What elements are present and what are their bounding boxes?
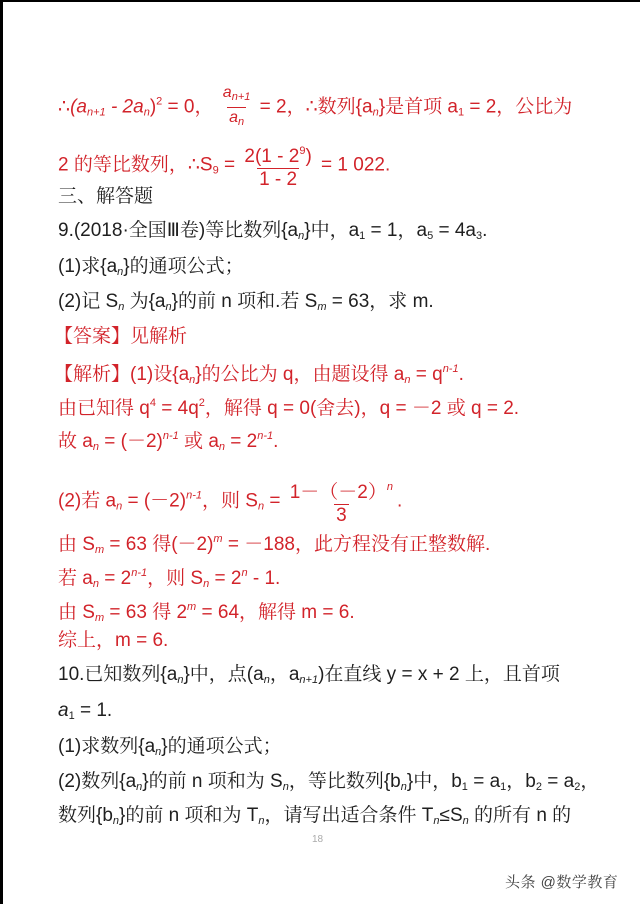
analysis-label: 【解析】 [54,364,131,385]
math-text: 数列{b [58,805,113,826]
math-text: = 1，a [365,220,428,241]
math-text: }中，b [406,771,462,792]
math-text: }的通项公式； [161,736,282,757]
frac-denominator: a [229,109,238,126]
subscript: n [404,374,411,386]
math-text: = 64，解得 m = 6. [196,602,355,623]
frac-numerator: ) [305,146,312,167]
subscript: n [462,815,469,827]
frac-numerator: 1－（－2） [289,482,387,503]
math-text: ，等比数列{b [288,771,401,792]
analysis-line-6 [58,562,280,595]
analysis-line-2 [58,392,519,420]
subscript: n [92,441,99,453]
math-text: (a [70,96,87,118]
subscript: 5 [427,230,434,242]
math-text: - 2a [105,96,144,118]
subscript: n+1 [87,106,106,119]
superscript: 9 [299,145,306,157]
superscript: 2 [156,95,163,108]
q10-stem-cont [58,700,112,727]
math-text: ) [149,96,157,118]
math-text: ，则 S [147,568,204,589]
math-text: (1)设{a [130,364,190,385]
page-number: 18 [312,834,324,845]
math-text: = 63 得(－2) [104,534,214,555]
superscript: n-1 [131,567,148,579]
q10-part2 [58,771,599,798]
prev-solution-line-1 [58,84,572,131]
subscript: n [177,674,184,686]
math-text: a [58,700,69,721]
math-text: 的所有 n 的 [468,805,572,826]
q10-stem [58,664,560,691]
math-text: 9.(2018·全国Ⅲ卷)等比数列{a [58,220,299,241]
subscript: n [282,781,289,793]
subscript: n [372,106,379,119]
subscript: 1 [359,230,366,242]
subscript: 1 [461,781,468,793]
math-text: = (－2) [122,490,187,512]
analysis-line-1 [54,358,464,391]
math-text: (2)若 a [58,490,117,512]
math-text: }的通项公式； [123,256,244,277]
math-text: ，a [269,664,300,685]
superscript: 2 [198,397,205,409]
q9-stem [58,220,487,247]
math-text: 或 a [178,431,219,452]
subscript: n [218,441,226,453]
subscript: n [118,301,125,313]
subscript: n [136,781,143,793]
math-text: = [264,490,286,512]
math-text: = 63 得 2 [104,602,188,623]
subscript: m [94,544,105,556]
math-text: . [273,431,279,452]
frac-denominator: 3 [336,505,347,526]
math-text: . [396,490,403,512]
math-text: }的前 n 项和.若 S [171,291,318,312]
subscript: n [143,106,150,119]
math-text: = 2 [98,568,132,589]
q9-part1 [58,256,244,283]
math-text: }中，a [304,220,360,241]
math-text: ，则 S [201,490,258,512]
subscript: n+1 [299,674,319,686]
subscript: n [112,815,120,827]
math-text: 2 的等比数列，∴S [58,154,213,176]
math-text: - 1. [247,568,281,589]
math-text: )在直线 y = x + 2 上，且首项 [318,664,560,685]
superscript: 4 [149,397,156,409]
q10-part1 [58,736,282,763]
q9-part2 [58,291,434,318]
subscript: n [258,815,265,827]
analysis-line-3 [58,425,278,458]
math-text: ，解得 q = 0(舍去)，q = －2 或 q = 2. [204,398,520,419]
subscript: m [94,612,105,624]
subscript: m [317,301,327,313]
math-text: 由已知得 q [58,398,150,419]
math-text: 由 S [58,602,95,623]
math-text: = [218,154,241,176]
superscript: n [386,481,393,493]
math-text: = 2 [209,568,242,589]
subscript: 1 [457,106,465,119]
subscript: 1 [68,710,75,722]
subscript: n [263,674,270,686]
subscript: n [298,230,305,242]
math-text: = a [467,771,501,792]
subscript: n [189,374,196,386]
prev-solution-line-2 [58,141,390,190]
math-text: = 1 022. [315,154,391,176]
superscript: n-1 [257,430,274,442]
subscript: n [165,301,172,313]
math-text: ≤S [439,805,463,826]
subscript: n [400,781,407,793]
therefore-symbol: ∴ [58,96,71,118]
math-text: = q [410,364,443,385]
math-text: ，请写出适合条件 T [264,805,434,826]
math-text: (1)求数列{a [58,736,156,757]
math-text: ，b [506,771,536,792]
answer-text: 见解析 [130,326,188,347]
math-text: 故 a [58,431,93,452]
superscript: n-1 [162,430,179,442]
math-text: = (－2) [98,431,163,452]
subscript: 9 [212,164,219,177]
subscript: n [257,500,265,513]
watermark: 头条 @数学教育 [505,874,619,891]
math-text: }的公比为 q，由题设得 a [195,364,405,385]
math-text: = 2，∴数列{a [254,96,373,118]
math-text: = －188，此方程没有正整数解. [222,534,491,555]
math-text: . [482,220,488,241]
q10-part2-cont [58,805,571,832]
superscript: n-1 [186,489,202,502]
fraction-ratio [221,84,253,131]
subscript: 1 [500,781,507,793]
answer-line [54,326,187,348]
subscript: 2 [574,781,581,793]
math-text: . [458,364,464,385]
analysis-line-4 [58,477,402,526]
math-text: = 1. [74,700,113,721]
math-text: = 63，求 m. [326,291,434,312]
math-text: = 4q [155,398,199,419]
subscript: n [117,266,124,278]
math-text: (1)求{a [58,256,118,277]
subscript: n [92,578,99,590]
frac-denominator: 1 - 2 [259,169,298,190]
math-text: = 0， [162,96,214,118]
subscript: n [433,815,440,827]
subscript: 3 [476,230,483,242]
math-text: }中，点(a [183,664,264,685]
fraction-sum [242,141,313,190]
subscript: n [237,116,245,128]
frac-numerator: 2(1 - 2 [244,146,300,167]
math-text: = 2，公比为 [464,96,573,118]
fraction-sn [288,477,395,526]
math-text: 为{a [124,291,166,312]
math-text: ， [580,771,600,792]
subscript: n [203,578,210,590]
superscript: m [187,601,197,613]
math-text: 10.已知数列{a [58,664,178,685]
answer-label: 【答案】 [54,326,131,347]
math-text: }的前 n 项和为 T [119,805,259,826]
math-text: = 2 [225,431,258,452]
analysis-line-7 [58,596,355,629]
subscript: n [116,500,123,513]
analysis-line-8: 综上，m = 6. [58,630,169,651]
subscript: n+1 [231,91,251,103]
math-text: = 4a [433,220,476,241]
subscript: n [155,746,162,758]
math-text: 若 a [58,568,93,589]
superscript: n-1 [442,363,459,375]
section-heading: 三、解答题 [58,186,154,207]
math-text: (2)数列{a [58,771,137,792]
frac-numerator: a [222,84,232,101]
math-text: = a [541,771,575,792]
analysis-line-5 [58,528,490,561]
subscript: 2 [535,781,542,793]
math-text: }是首项 a [378,96,458,118]
math-text: }的前 n 项和为 S [142,771,283,792]
superscript: n [241,567,248,579]
math-text: 由 S [58,534,95,555]
math-text: (2)记 S [58,291,119,312]
superscript: m [213,533,223,545]
